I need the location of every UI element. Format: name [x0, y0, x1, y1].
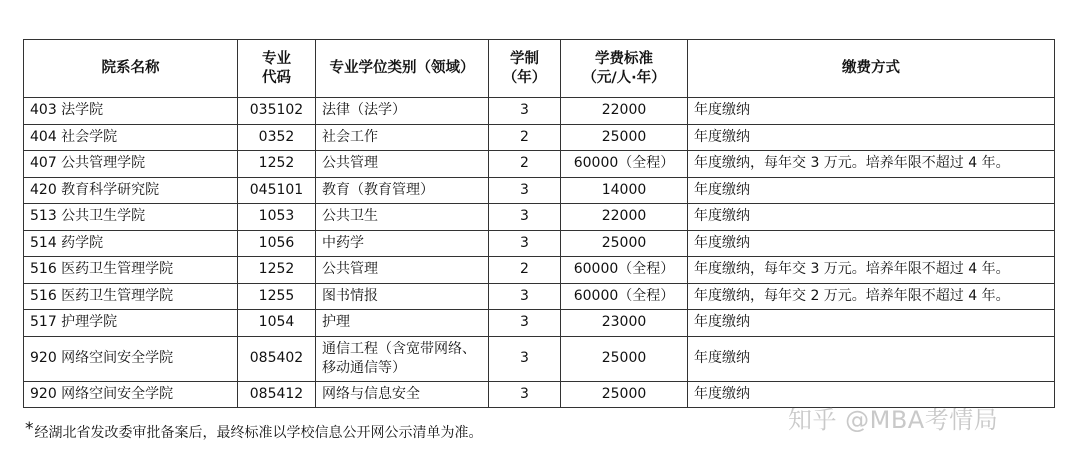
- cell-years: 2: [489, 257, 561, 284]
- header-fee: 学费标准 （元/人·年）: [561, 40, 688, 98]
- cell-code: 1252: [238, 257, 316, 284]
- cell-code: 1056: [238, 230, 316, 257]
- table-row: [24, 257, 1055, 284]
- cell-years: 2: [489, 151, 561, 178]
- header-type: 专业学位类别（领域）: [316, 40, 489, 98]
- cell-fee: 23000: [561, 310, 688, 337]
- table-row: [24, 124, 1055, 151]
- table-row: [24, 177, 1055, 204]
- cell-payment: 年度缴纳: [688, 336, 1055, 381]
- cell-years: 3: [489, 98, 561, 125]
- cell-type: 护理: [316, 310, 489, 337]
- cell-years: 3: [489, 381, 561, 408]
- cell-dept: 516 医药卫生管理学院: [24, 283, 238, 310]
- cell-code: 045101: [238, 177, 316, 204]
- cell-years: 3: [489, 310, 561, 337]
- table-row: [24, 336, 1055, 381]
- footnote: [25, 419, 483, 442]
- cell-dept: 517 护理学院: [24, 310, 238, 337]
- cell-type: 法律（法学）: [316, 98, 489, 125]
- cell-type: 图书情报: [316, 283, 489, 310]
- cell-fee: 25000: [561, 230, 688, 257]
- cell-payment: 年度缴纳: [688, 204, 1055, 231]
- cell-dept: 920 网络空间安全学院: [24, 381, 238, 408]
- footnote-marker: *: [25, 419, 34, 439]
- cell-dept: 403 法学院: [24, 98, 238, 125]
- cell-fee: 25000: [561, 124, 688, 151]
- cell-dept: 920 网络空间安全学院: [24, 336, 238, 381]
- header-dept: 院系名称: [24, 40, 238, 98]
- footnote-text: 经湖北省发改委审批备案后，最终标准以学校信息公开网公示清单为准。: [34, 425, 483, 441]
- cell-type: 教育（教育管理）: [316, 177, 489, 204]
- cell-years: 3: [489, 336, 561, 381]
- cell-payment: 年度缴纳: [688, 98, 1055, 125]
- cell-payment: 年度缴纳: [688, 177, 1055, 204]
- header-years: 学制 （年）: [489, 40, 561, 98]
- cell-type: 公共管理: [316, 257, 489, 284]
- cell-payment: 年度缴纳: [688, 124, 1055, 151]
- cell-type: 公共卫生: [316, 204, 489, 231]
- cell-code: 1053: [238, 204, 316, 231]
- table-row: [24, 283, 1055, 310]
- cell-code: 1255: [238, 283, 316, 310]
- cell-code: 035102: [238, 98, 316, 125]
- table-row: [24, 98, 1055, 125]
- cell-fee: 25000: [561, 381, 688, 408]
- table-row: [24, 151, 1055, 178]
- cell-code: 0352: [238, 124, 316, 151]
- cell-type: 通信工程（含宽带网络、 移动通信等）: [316, 336, 489, 381]
- cell-fee: 14000: [561, 177, 688, 204]
- header-payment: 缴费方式: [688, 40, 1055, 98]
- cell-years: 3: [489, 230, 561, 257]
- cell-years: 2: [489, 124, 561, 151]
- cell-dept: 404 社会学院: [24, 124, 238, 151]
- table-row: [24, 310, 1055, 337]
- cell-type: 社会工作: [316, 124, 489, 151]
- cell-fee: 25000: [561, 336, 688, 381]
- cell-payment: 年度缴纳，每年交 3 万元。培养年限不超过 4 年。: [688, 257, 1055, 284]
- cell-dept: 513 公共卫生学院: [24, 204, 238, 231]
- cell-dept: 407 公共管理学院: [24, 151, 238, 178]
- table-header-row: [24, 40, 1055, 98]
- cell-dept: 516 医药卫生管理学院: [24, 257, 238, 284]
- cell-fee: 22000: [561, 98, 688, 125]
- cell-type: 公共管理: [316, 151, 489, 178]
- cell-payment: 年度缴纳: [688, 381, 1055, 408]
- cell-fee: 60000（全程）: [561, 151, 688, 178]
- cell-payment: 年度缴纳，每年交 3 万元。培养年限不超过 4 年。: [688, 151, 1055, 178]
- cell-code: 085412: [238, 381, 316, 408]
- cell-dept: 420 教育科学研究院: [24, 177, 238, 204]
- cell-dept: 514 药学院: [24, 230, 238, 257]
- cell-years: 3: [489, 204, 561, 231]
- table-row: [24, 230, 1055, 257]
- cell-code: 1252: [238, 151, 316, 178]
- cell-fee: 22000: [561, 204, 688, 231]
- cell-code: 085402: [238, 336, 316, 381]
- cell-years: 3: [489, 283, 561, 310]
- cell-type: 网络与信息安全: [316, 381, 489, 408]
- table-row: [24, 204, 1055, 231]
- watermark: 知乎 @MBA考情局: [788, 406, 999, 434]
- cell-code: 1054: [238, 310, 316, 337]
- cell-fee: 60000（全程）: [561, 257, 688, 284]
- cell-payment: 年度缴纳，每年交 2 万元。培养年限不超过 4 年。: [688, 283, 1055, 310]
- fee-table: [23, 39, 1055, 408]
- cell-years: 3: [489, 177, 561, 204]
- cell-type: 中药学: [316, 230, 489, 257]
- cell-payment: 年度缴纳: [688, 230, 1055, 257]
- header-code: 专业 代码: [238, 40, 316, 98]
- cell-fee: 60000（全程）: [561, 283, 688, 310]
- cell-payment: 年度缴纳: [688, 310, 1055, 337]
